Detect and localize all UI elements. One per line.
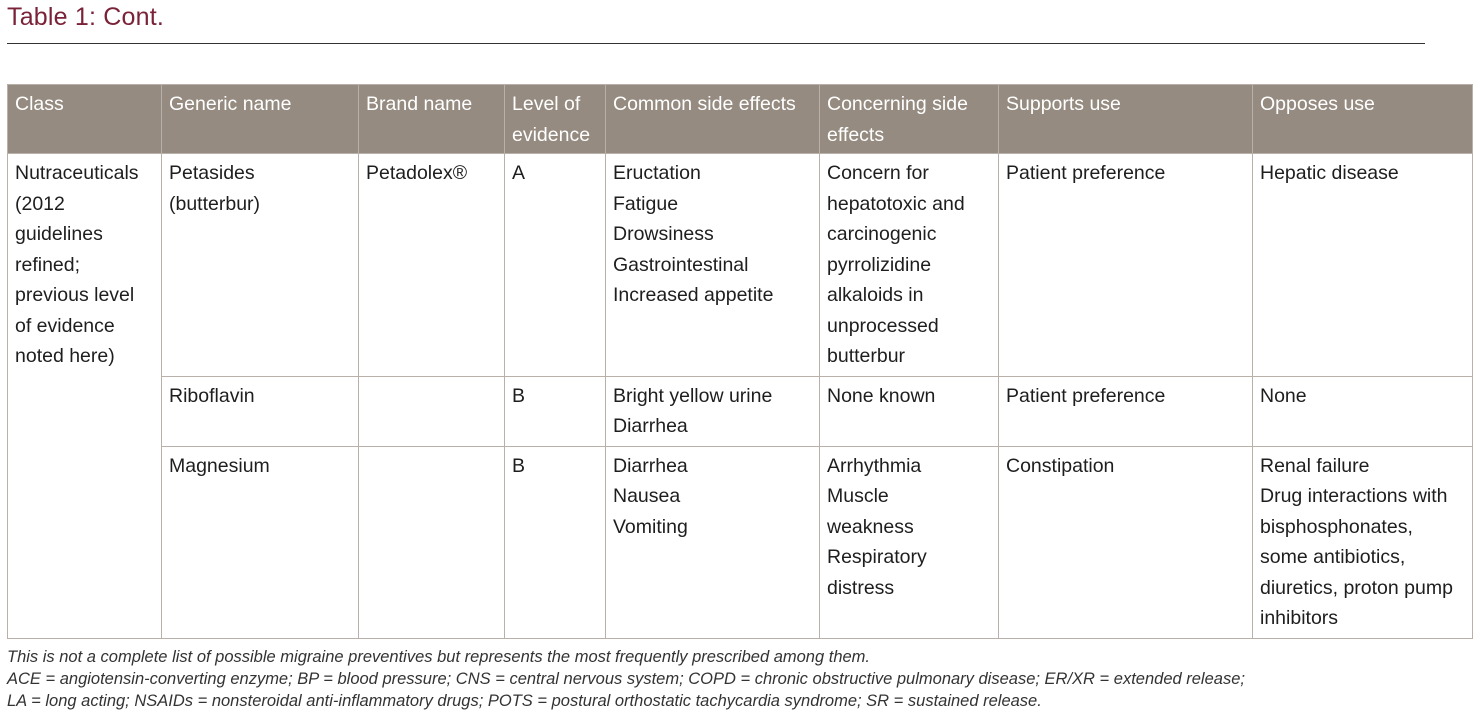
opposes-use-cell (1253, 446, 1473, 638)
common-side-effects-cell (606, 446, 820, 638)
header-supports-use: Supports use (999, 85, 1253, 154)
footnote-line: ACE = angiotensin-converting enzyme; BP = blood pressure; CNS = central nervous system; COPD = chronic obstructive pulmonary disease; ER/XR = extended release; (7, 670, 1245, 688)
side-effect-item: Diarrhea (613, 415, 688, 437)
header-concerning-side-effects: Concerning side effects (820, 85, 999, 154)
generic-name-cell: Riboflavin (162, 376, 359, 446)
side-effect-item: Eructation (613, 162, 701, 184)
side-effect-item: Diarrhea (613, 454, 688, 477)
side-effect-item: Increased appetite (613, 284, 774, 306)
brand-name-cell (359, 446, 505, 638)
supports-use-cell: Patient preference (999, 376, 1253, 446)
generic-name-cell: Petasides (butterbur) (162, 154, 359, 377)
supports-use-cell: Constipation (999, 446, 1253, 638)
table-footnotes (7, 646, 1245, 712)
concerning-side-effects-cell: Concern for hepatotoxic and carcinogenic pyrrolizidine alkaloids in unprocessed butterbur (820, 154, 999, 377)
side-effect-item: Nausea (613, 485, 681, 507)
level-cell: A (505, 154, 606, 377)
header-generic-name: Generic name (162, 85, 359, 154)
brand-name-cell (359, 376, 505, 446)
opposes-item: Drug interactions with bisphosphonates, some antibiotics, diuretics, proton pump inhibitors (1260, 485, 1453, 629)
header-row (8, 85, 1473, 154)
side-effect-item: Vomiting (613, 515, 688, 538)
data-table (7, 84, 1473, 639)
table-row (8, 154, 1473, 377)
opposes-use-cell (1253, 376, 1473, 446)
footnote-line: LA = long acting; NSAIDs = nonsteroidal anti-inflammatory drugs; POTS = postural orthostatic tachycardia syndrome; SR = sustained release. (7, 692, 1042, 710)
opposes-use-cell (1253, 154, 1473, 377)
supports-use-cell: Patient preference (999, 154, 1253, 377)
concerning-side-effects-cell: None known (820, 376, 999, 446)
header-class: Class (8, 85, 162, 154)
side-effect-item: Fatigue (613, 192, 679, 215)
header-brand-name: Brand name (359, 85, 505, 154)
opposes-item: Hepatic disease (1260, 162, 1399, 184)
table-row (8, 376, 1473, 446)
level-cell: B (505, 446, 606, 638)
side-effect-item: Drowsiness (613, 223, 714, 245)
side-effect-item: Bright yellow urine (613, 384, 773, 407)
title-divider (7, 43, 1425, 44)
table-title: Table 1: Cont. (7, 3, 165, 31)
header-level-of-evidence: Level of evidence (505, 85, 606, 154)
opposes-item: Renal failure (1260, 454, 1370, 477)
opposes-item: None (1260, 384, 1307, 407)
side-effect-item: Gastrointestinal (613, 253, 749, 276)
concerning-side-effects-cell: Arrhythmia Muscle weakness Respiratory distress (820, 446, 999, 638)
level-cell: B (505, 376, 606, 446)
class-cell: Nutraceuticals (2012 guidelines refined; previous level of evidence noted here) (8, 154, 162, 639)
brand-name-cell: Petadolex® (359, 154, 505, 377)
common-side-effects-cell (606, 154, 820, 377)
table-row (8, 446, 1473, 638)
generic-name-cell: Magnesium (162, 446, 359, 638)
footnote-line: This is not a complete list of possible migraine preventives but represents the most frequently prescribed among them. (7, 648, 871, 666)
common-side-effects-cell (606, 376, 820, 446)
header-common-side-effects: Common side effects (606, 85, 820, 154)
header-opposes-use: Opposes use (1253, 85, 1473, 154)
